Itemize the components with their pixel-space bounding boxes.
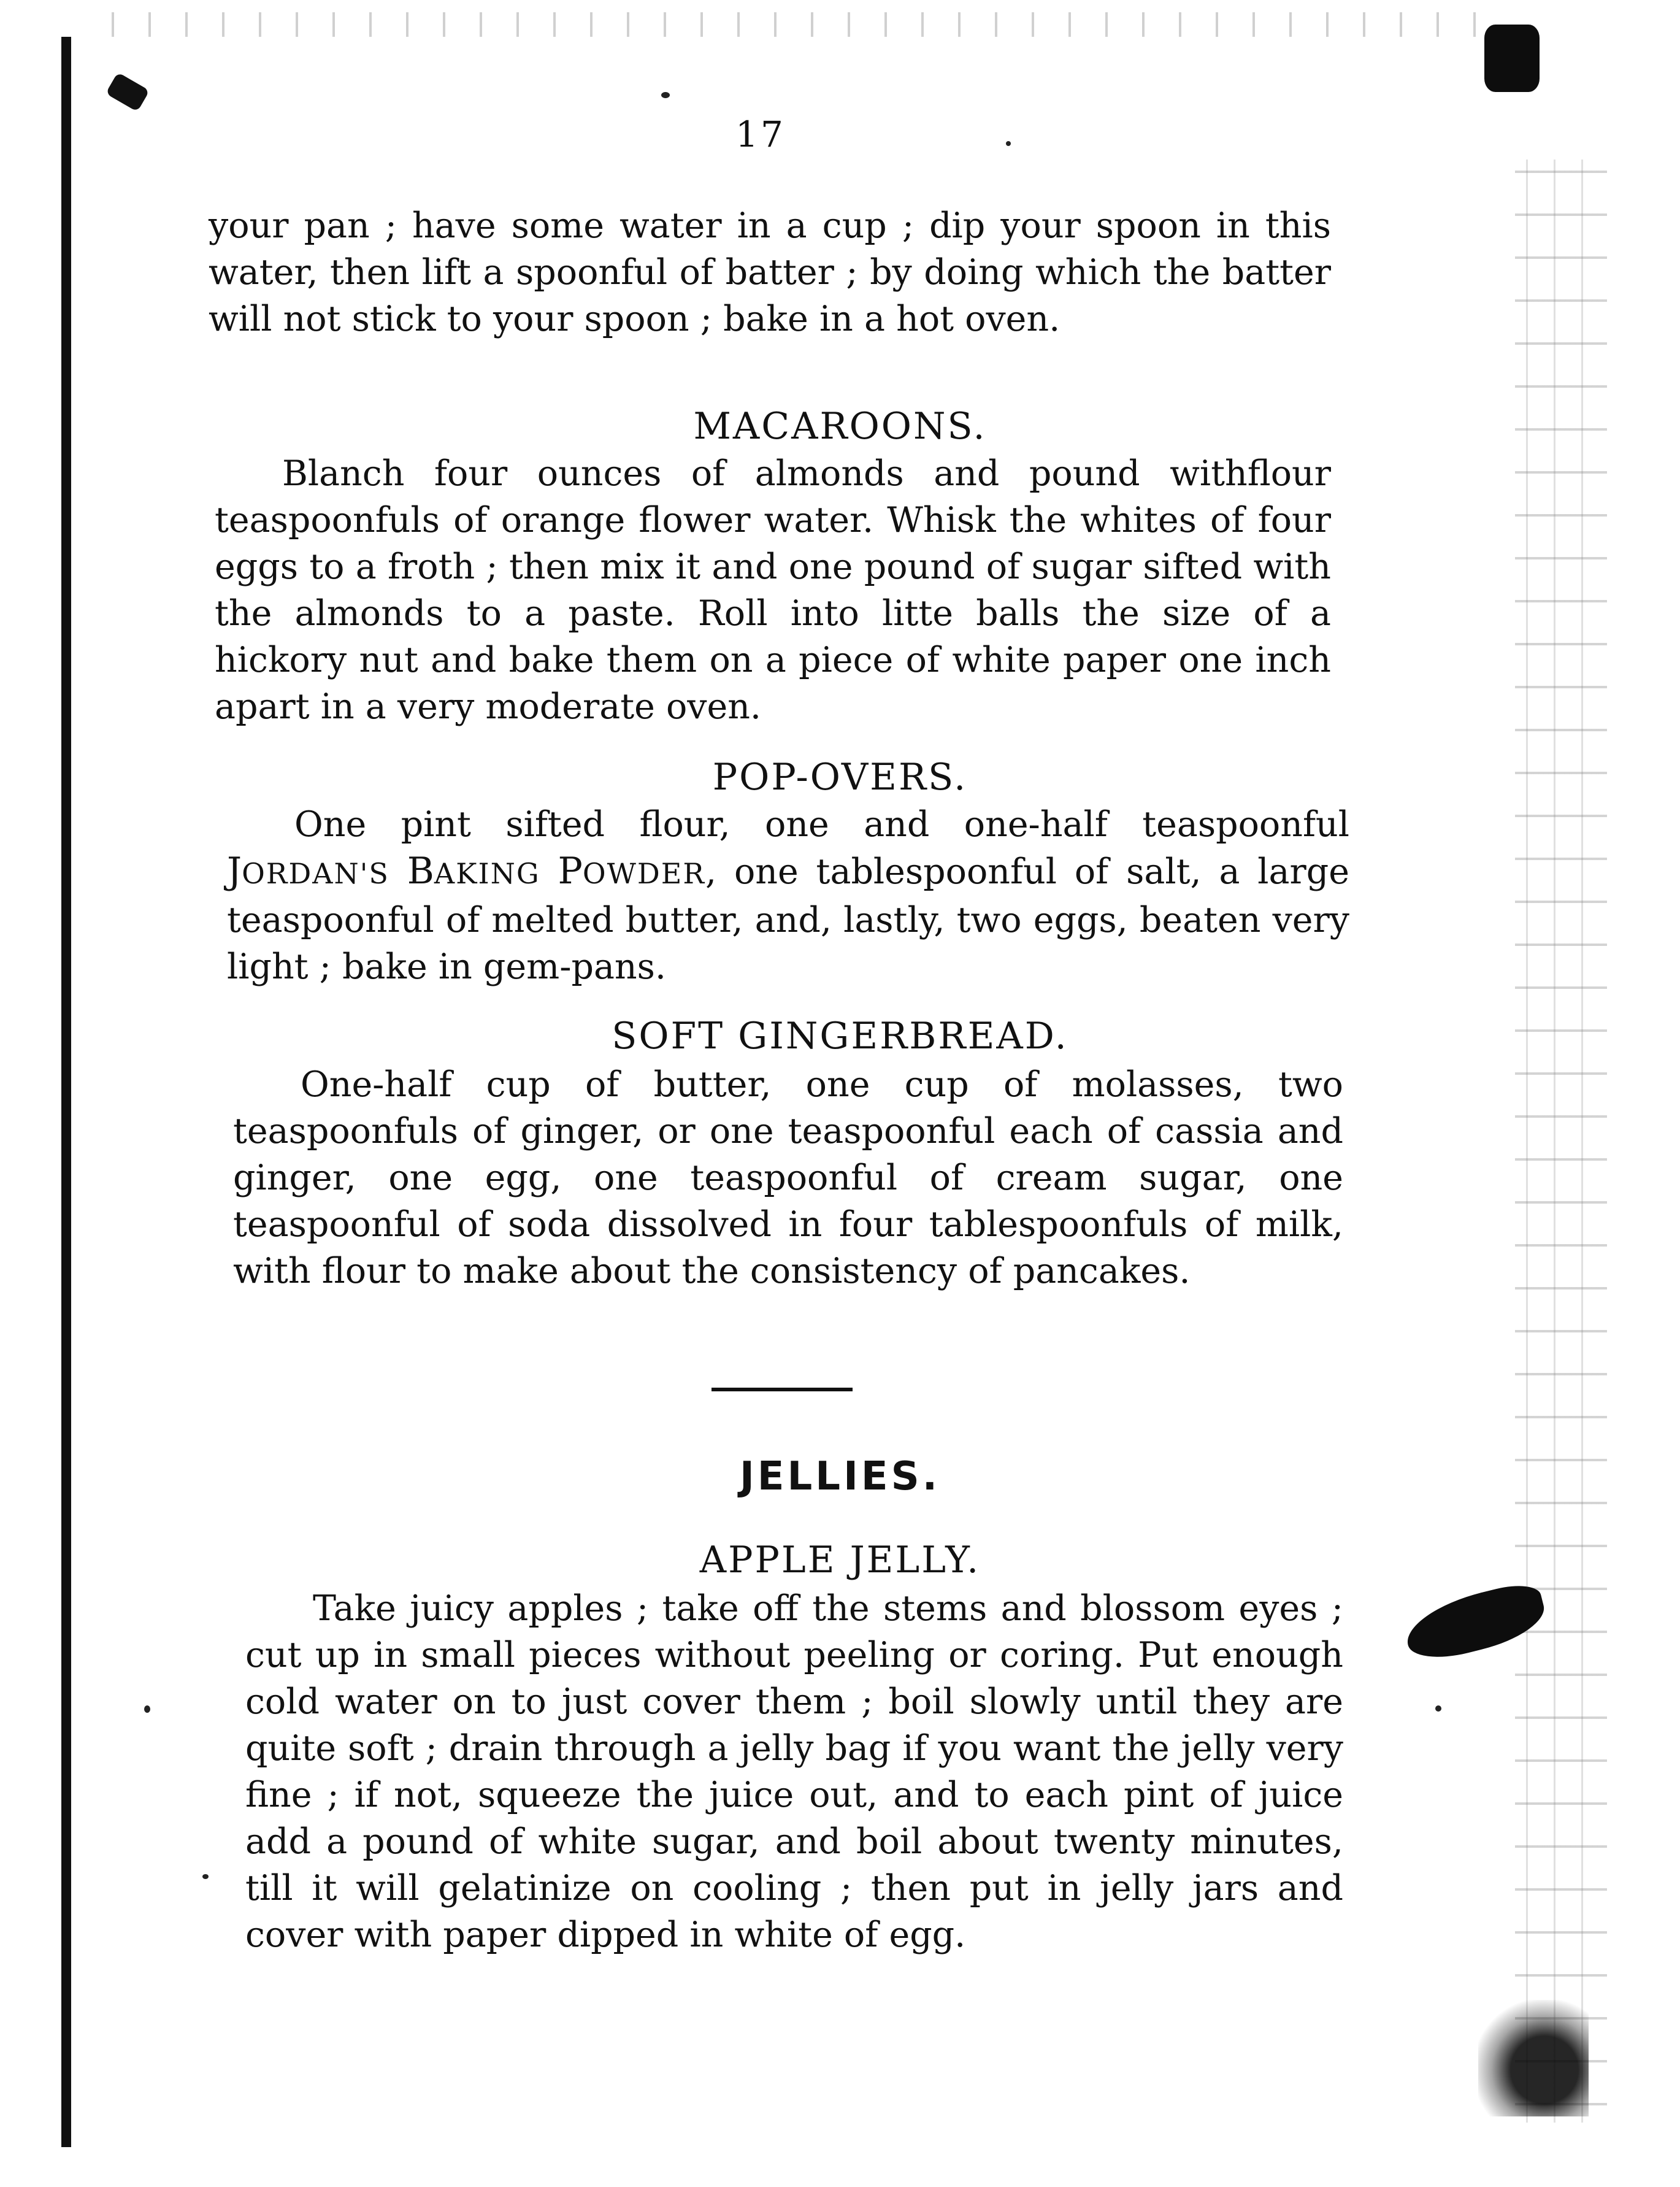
intro-paragraph: your pan ; have some water in a cup ; dip your spoon in this water, then lift a spoonful of batter ; by doing which the batter will not stick to your spoon ; bake in a hot oven. (209, 206, 1331, 339)
gingerbread-title: SOFT GINGERBREAD. (612, 1015, 1068, 1058)
speck (202, 1874, 209, 1879)
gingerbread-paragraph: One-half cup of butter, one cup of molasses, two teaspoonfuls of ginger, or one teaspoonful each of cassia and ginger, one egg, one teaspoonful of cream sugar, one teaspoonful of soda dissolved in four tablespoonfuls of milk, with flour to make about the consistency of pancakes. (233, 1064, 1343, 1291)
brand-p: P (558, 850, 583, 893)
popovers-title: POP-OVERS. (712, 756, 968, 799)
speck (1006, 141, 1011, 146)
speck (144, 1705, 150, 1713)
macaroons-paragraph: Blanch four ounces of almonds and pound withflour teaspoonfuls of orange flower water. Whisk the whites of four eggs to a froth ; then mix it and one pound of sugar sifted with the almonds to a paste. Roll into litte balls the size of a hickory nut and bake them on a piece of white paper one inch apart in a very moderate oven. (215, 453, 1331, 727)
apple-jelly-paragraph: Take juicy apples ; take off the stems and blossom eyes ; cut up in small pieces without peeling or coring. Put enough cold water on to just cover them ; boil slowly until they are quite soft ; drain through a jelly bag if you want the jelly very fine ; if not, squeeze the juice out, and to each pint of juice add a pound of white sugar, and boil about twenty minutes, till it will gelatinize on cooling ; then put in jelly jars and cover with paper dipped in white of egg. (245, 1588, 1343, 1955)
section-divider (712, 1388, 853, 1391)
apple-jelly-title: APPLE JELLY. (699, 1539, 981, 1582)
popovers-text-before: One pint sifted flour, one and one-half teaspoonful (294, 804, 1349, 845)
speck (661, 92, 670, 98)
brand-ordans: ORDAN'S (242, 857, 389, 890)
binding-mark (105, 72, 150, 112)
scan-noise-right (1515, 160, 1607, 2123)
brand-owder: OWDER (582, 857, 705, 890)
scan-noise-top (98, 12, 1509, 37)
popovers-text-after: , one tablespoonful of salt, a large teaspoonful of melted butter, and, lastly, two eggs, beaten very light ; bake in gem-pans. (227, 851, 1349, 987)
ink-blot-corner (1478, 2000, 1589, 2116)
speck (1435, 1705, 1441, 1712)
binding-edge (61, 37, 71, 2147)
brand-b: B (407, 850, 434, 893)
macaroons-title: MACAROONS. (693, 405, 987, 448)
ink-blot-top-right (1484, 25, 1540, 92)
brand-j: J (227, 850, 242, 893)
popovers-paragraph (227, 801, 1349, 990)
jellies-section-title: JELLIES. (739, 1454, 941, 1499)
page-number: 17 (735, 113, 786, 155)
brand-aking: AKING (434, 857, 540, 890)
